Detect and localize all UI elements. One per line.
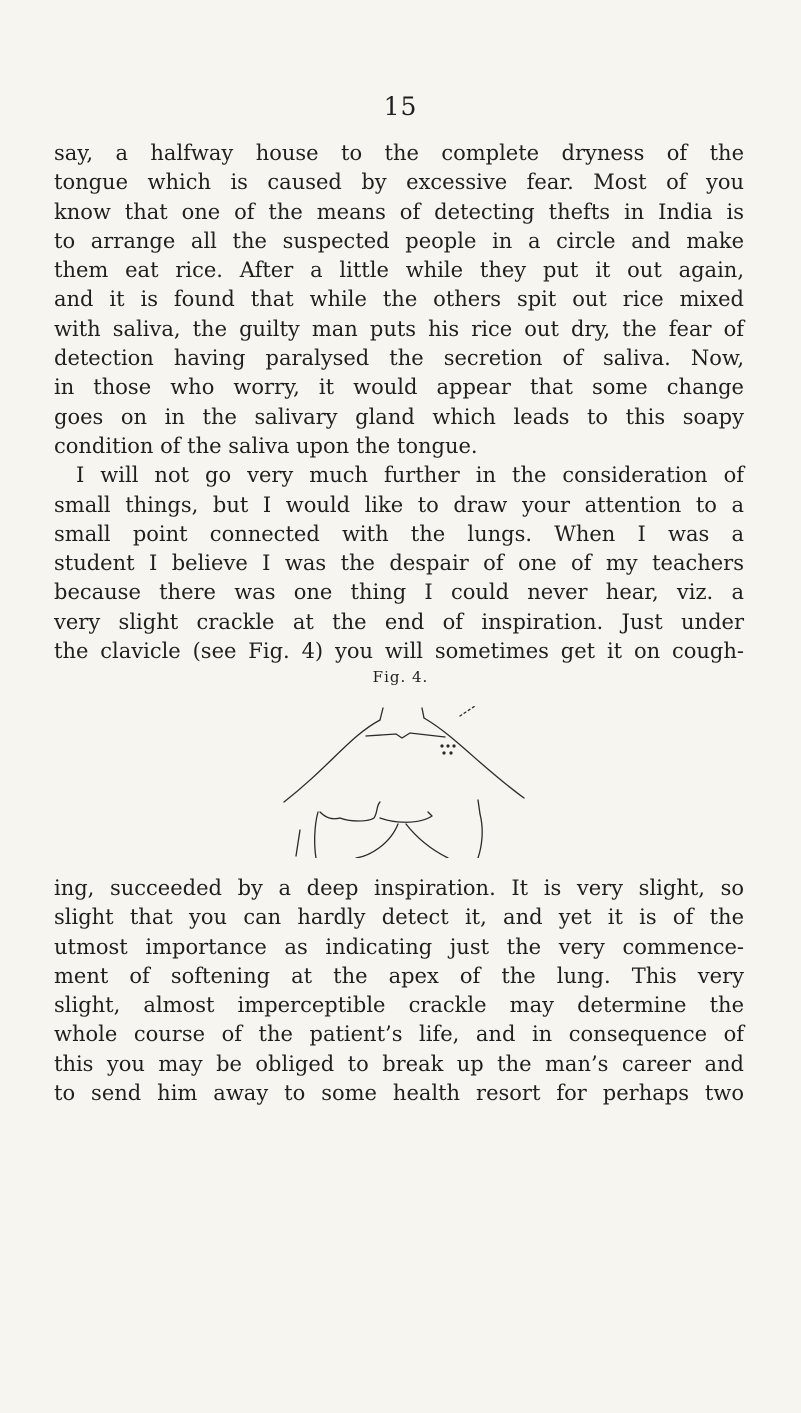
text-line: to arrange all the suspected people in a circle and make: [54, 228, 744, 253]
text-line: goes on in the salivary gland which leads to this soapy: [54, 404, 744, 429]
text-line: slight that you can hardly detect it, and yet it is of the: [54, 905, 744, 930]
body-text-bottom: [54, 874, 744, 1108]
text-line: ment of softening at the apex of the lung. This very: [54, 963, 744, 988]
text-line: and it is found that while the others spit out rice mixed: [54, 287, 744, 312]
chest-outline-icon: [270, 706, 550, 858]
text-line: with saliva, the guilty man puts his rice out dry, the fear of: [54, 316, 744, 341]
text-line: the clavicle (see Fig. 4) you will sometimes get it on cough-: [54, 639, 744, 664]
text-line: to send him away to some health resort for perhaps two: [54, 1081, 744, 1106]
text-line: student I believe I was the despair of one of my teachers: [54, 551, 744, 576]
text-line: small things, but I would like to draw your attention to a: [54, 492, 744, 517]
text-line: I will not go very much further in the consideration of: [76, 463, 744, 488]
page-number: 15: [383, 92, 418, 121]
figure-caption: Fig. 4.: [372, 668, 429, 686]
body-text-top: [54, 139, 744, 666]
text-line: tongue which is caused by excessive fear. Most of you: [54, 170, 744, 195]
text-line: because there was one thing I could never hear, viz. a: [54, 580, 744, 605]
text-line: in those who worry, it would appear that some change: [54, 375, 744, 400]
text-line: small point connected with the lungs. When I was a: [54, 521, 744, 546]
text-line: detection having paralysed the secretion of saliva. Now,: [54, 346, 744, 371]
text-line: condition of the saliva upon the tongue.: [54, 433, 478, 458]
text-line: know that one of the means of detecting thefts in India is: [54, 199, 744, 224]
text-line: this you may be obliged to break up the man’s career and: [54, 1051, 744, 1076]
chest-figure: [270, 706, 550, 858]
text-line: slight, almost imperceptible crackle may determine the: [54, 993, 744, 1018]
text-line: very slight crackle at the end of inspiration. Just under: [54, 609, 744, 634]
text-line: utmost importance as indicating just the very commence-: [54, 934, 744, 959]
text-line: ing, succeeded by a deep inspiration. It is very slight, so: [54, 876, 744, 900]
text-line: them eat rice. After a little while they put it out again,: [54, 258, 744, 283]
text-line: whole course of the patient’s life, and in consequence of: [54, 1022, 744, 1047]
text-line: say, a halfway house to the complete dryness of the: [54, 141, 744, 165]
